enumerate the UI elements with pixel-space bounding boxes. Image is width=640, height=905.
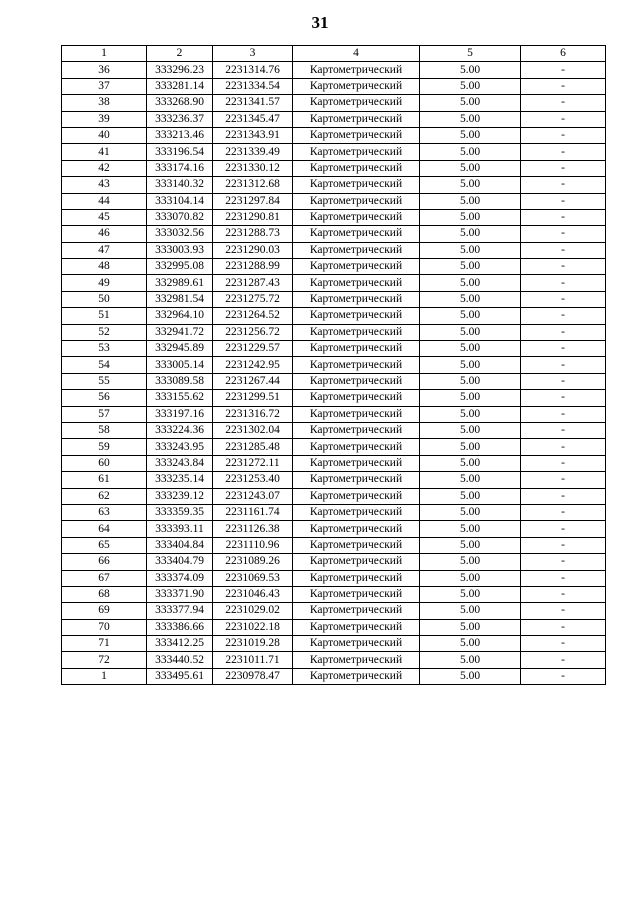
- cell-point-number: 50: [62, 291, 147, 307]
- cell-note: -: [521, 537, 606, 553]
- cell-method: Картометрический: [293, 554, 420, 570]
- cell-y-coordinate: 2231288.73: [213, 226, 293, 242]
- table-row: [62, 537, 606, 553]
- cell-y-coordinate: 2231029.02: [213, 603, 293, 619]
- cell-method: Картометрический: [293, 259, 420, 275]
- cell-note: -: [521, 144, 606, 160]
- cell-note: -: [521, 242, 606, 258]
- cell-x-coordinate: 333374.09: [147, 570, 213, 586]
- cell-point-number: 65: [62, 537, 147, 553]
- table-row: [62, 488, 606, 504]
- cell-x-coordinate: 333296.23: [147, 62, 213, 78]
- cell-accuracy: 5.00: [420, 209, 521, 225]
- table-row: [62, 95, 606, 111]
- column-header: 6: [521, 46, 606, 62]
- cell-point-number: 39: [62, 111, 147, 127]
- cell-x-coordinate: 332989.61: [147, 275, 213, 291]
- cell-y-coordinate: 2231275.72: [213, 291, 293, 307]
- cell-x-coordinate: 333003.93: [147, 242, 213, 258]
- cell-method: Картометрический: [293, 341, 420, 357]
- cell-point-number: 69: [62, 603, 147, 619]
- cell-accuracy: 5.00: [420, 308, 521, 324]
- cell-method: Картометрический: [293, 78, 420, 94]
- cell-method: Картометрический: [293, 488, 420, 504]
- cell-y-coordinate: 2231161.74: [213, 504, 293, 520]
- cell-note: -: [521, 357, 606, 373]
- table-row: [62, 259, 606, 275]
- cell-accuracy: 5.00: [420, 242, 521, 258]
- cell-point-number: 59: [62, 439, 147, 455]
- cell-note: -: [521, 341, 606, 357]
- cell-note: -: [521, 455, 606, 471]
- cell-y-coordinate: 2231339.49: [213, 144, 293, 160]
- cell-method: Картометрический: [293, 62, 420, 78]
- column-header: 5: [420, 46, 521, 62]
- cell-accuracy: 5.00: [420, 390, 521, 406]
- cell-method: Картометрический: [293, 390, 420, 406]
- cell-accuracy: 5.00: [420, 144, 521, 160]
- cell-y-coordinate: 2231302.04: [213, 422, 293, 438]
- cell-accuracy: 5.00: [420, 95, 521, 111]
- table-row: [62, 357, 606, 373]
- cell-y-coordinate: 2231297.84: [213, 193, 293, 209]
- cell-method: Картометрический: [293, 537, 420, 553]
- cell-note: -: [521, 521, 606, 537]
- cell-y-coordinate: 2231256.72: [213, 324, 293, 340]
- cell-method: Картометрический: [293, 422, 420, 438]
- cell-point-number: 52: [62, 324, 147, 340]
- cell-x-coordinate: 333393.11: [147, 521, 213, 537]
- cell-note: -: [521, 308, 606, 324]
- cell-point-number: 58: [62, 422, 147, 438]
- cell-accuracy: 5.00: [420, 341, 521, 357]
- table-row: [62, 603, 606, 619]
- cell-x-coordinate: 332945.89: [147, 341, 213, 357]
- cell-x-coordinate: 333104.14: [147, 193, 213, 209]
- cell-point-number: 44: [62, 193, 147, 209]
- table-row: [62, 455, 606, 471]
- cell-x-coordinate: 333155.62: [147, 390, 213, 406]
- cell-note: -: [521, 193, 606, 209]
- cell-accuracy: 5.00: [420, 488, 521, 504]
- cell-note: -: [521, 275, 606, 291]
- cell-accuracy: 5.00: [420, 439, 521, 455]
- cell-y-coordinate: 2231290.81: [213, 209, 293, 225]
- table-row: [62, 242, 606, 258]
- cell-accuracy: 5.00: [420, 291, 521, 307]
- cell-x-coordinate: 332981.54: [147, 291, 213, 307]
- cell-x-coordinate: 333404.84: [147, 537, 213, 553]
- cell-point-number: 67: [62, 570, 147, 586]
- table-row: [62, 570, 606, 586]
- table-row: [62, 472, 606, 488]
- cell-x-coordinate: 333213.46: [147, 127, 213, 143]
- cell-note: -: [521, 226, 606, 242]
- table-row: [62, 62, 606, 78]
- cell-y-coordinate: 2231110.96: [213, 537, 293, 553]
- cell-x-coordinate: 333371.90: [147, 586, 213, 602]
- cell-y-coordinate: 2231253.40: [213, 472, 293, 488]
- cell-method: Картометрический: [293, 570, 420, 586]
- cell-method: Картометрический: [293, 521, 420, 537]
- cell-method: Картометрический: [293, 275, 420, 291]
- cell-x-coordinate: 333404.79: [147, 554, 213, 570]
- cell-method: Картометрический: [293, 177, 420, 193]
- cell-x-coordinate: 333440.52: [147, 652, 213, 668]
- cell-y-coordinate: 2231334.54: [213, 78, 293, 94]
- cell-accuracy: 5.00: [420, 193, 521, 209]
- cell-method: Картометрический: [293, 619, 420, 635]
- cell-note: -: [521, 652, 606, 668]
- table-row: [62, 144, 606, 160]
- cell-method: Картометрический: [293, 636, 420, 652]
- cell-note: -: [521, 111, 606, 127]
- cell-x-coordinate: 333196.54: [147, 144, 213, 160]
- cell-y-coordinate: 2231299.51: [213, 390, 293, 406]
- cell-accuracy: 5.00: [420, 472, 521, 488]
- cell-accuracy: 5.00: [420, 324, 521, 340]
- table-row: [62, 193, 606, 209]
- cell-method: Картометрический: [293, 439, 420, 455]
- cell-method: Картометрический: [293, 668, 420, 684]
- cell-method: Картометрический: [293, 144, 420, 160]
- cell-x-coordinate: 333386.66: [147, 619, 213, 635]
- cell-method: Картометрический: [293, 193, 420, 209]
- cell-accuracy: 5.00: [420, 259, 521, 275]
- cell-note: -: [521, 160, 606, 176]
- cell-y-coordinate: 2231316.72: [213, 406, 293, 422]
- cell-note: -: [521, 259, 606, 275]
- cell-point-number: 42: [62, 160, 147, 176]
- cell-accuracy: 5.00: [420, 570, 521, 586]
- cell-method: Картометрический: [293, 242, 420, 258]
- cell-y-coordinate: 2231243.07: [213, 488, 293, 504]
- cell-y-coordinate: 2231341.57: [213, 95, 293, 111]
- cell-accuracy: 5.00: [420, 373, 521, 389]
- cell-y-coordinate: 2231264.52: [213, 308, 293, 324]
- cell-note: -: [521, 406, 606, 422]
- column-header: 3: [213, 46, 293, 62]
- table-row: [62, 406, 606, 422]
- cell-y-coordinate: 2231287.43: [213, 275, 293, 291]
- cell-accuracy: 5.00: [420, 603, 521, 619]
- cell-x-coordinate: 333236.37: [147, 111, 213, 127]
- cell-point-number: 72: [62, 652, 147, 668]
- cell-x-coordinate: 333412.25: [147, 636, 213, 652]
- column-header: 1: [62, 46, 147, 62]
- cell-y-coordinate: 2231330.12: [213, 160, 293, 176]
- cell-x-coordinate: 333005.14: [147, 357, 213, 373]
- cell-note: -: [521, 209, 606, 225]
- cell-accuracy: 5.00: [420, 504, 521, 520]
- table-row: [62, 652, 606, 668]
- cell-accuracy: 5.00: [420, 668, 521, 684]
- cell-note: -: [521, 504, 606, 520]
- table-row: [62, 111, 606, 127]
- cell-y-coordinate: 2231089.26: [213, 554, 293, 570]
- cell-method: Картометрический: [293, 652, 420, 668]
- cell-y-coordinate: 2231011.71: [213, 652, 293, 668]
- cell-y-coordinate: 2231022.18: [213, 619, 293, 635]
- cell-x-coordinate: 333243.84: [147, 455, 213, 471]
- cell-point-number: 61: [62, 472, 147, 488]
- page-number: 31: [311, 13, 329, 32]
- cell-accuracy: 5.00: [420, 78, 521, 94]
- cell-x-coordinate: 333089.58: [147, 373, 213, 389]
- cell-method: Картометрический: [293, 586, 420, 602]
- cell-point-number: 63: [62, 504, 147, 520]
- cell-note: -: [521, 472, 606, 488]
- cell-accuracy: 5.00: [420, 406, 521, 422]
- cell-point-number: 57: [62, 406, 147, 422]
- table-row: [62, 373, 606, 389]
- cell-accuracy: 5.00: [420, 160, 521, 176]
- cell-y-coordinate: 2231046.43: [213, 586, 293, 602]
- cell-accuracy: 5.00: [420, 652, 521, 668]
- table-row: [62, 177, 606, 193]
- cell-accuracy: 5.00: [420, 554, 521, 570]
- cell-method: Картометрический: [293, 127, 420, 143]
- cell-method: Картометрический: [293, 160, 420, 176]
- cell-method: Картометрический: [293, 357, 420, 373]
- cell-x-coordinate: 333495.61: [147, 668, 213, 684]
- cell-method: Картометрический: [293, 472, 420, 488]
- cell-point-number: 46: [62, 226, 147, 242]
- table-row: [62, 209, 606, 225]
- cell-y-coordinate: 2230978.47: [213, 668, 293, 684]
- cell-y-coordinate: 2231345.47: [213, 111, 293, 127]
- table-row: [62, 341, 606, 357]
- cell-x-coordinate: 333377.94: [147, 603, 213, 619]
- cell-method: Картометрический: [293, 291, 420, 307]
- cell-point-number: 38: [62, 95, 147, 111]
- cell-method: Картометрический: [293, 226, 420, 242]
- cell-point-number: 70: [62, 619, 147, 635]
- cell-method: Картометрический: [293, 406, 420, 422]
- cell-point-number: 37: [62, 78, 147, 94]
- cell-point-number: 64: [62, 521, 147, 537]
- cell-x-coordinate: 333359.35: [147, 504, 213, 520]
- cell-method: Картометрический: [293, 603, 420, 619]
- cell-accuracy: 5.00: [420, 455, 521, 471]
- cell-point-number: 48: [62, 259, 147, 275]
- cell-note: -: [521, 439, 606, 455]
- cell-accuracy: 5.00: [420, 537, 521, 553]
- table-row: [62, 439, 606, 455]
- table-row: [62, 291, 606, 307]
- cell-x-coordinate: 333032.56: [147, 226, 213, 242]
- table-row: [62, 422, 606, 438]
- cell-x-coordinate: 333239.12: [147, 488, 213, 504]
- cell-note: -: [521, 570, 606, 586]
- cell-note: -: [521, 78, 606, 94]
- cell-point-number: 41: [62, 144, 147, 160]
- cell-y-coordinate: 2231288.99: [213, 259, 293, 275]
- table-row: [62, 78, 606, 94]
- cell-method: Картометрический: [293, 373, 420, 389]
- cell-note: -: [521, 668, 606, 684]
- table-row: [62, 308, 606, 324]
- cell-point-number: 49: [62, 275, 147, 291]
- cell-point-number: 71: [62, 636, 147, 652]
- cell-note: -: [521, 603, 606, 619]
- table-row: [62, 275, 606, 291]
- cell-accuracy: 5.00: [420, 636, 521, 652]
- table-row: [62, 586, 606, 602]
- cell-y-coordinate: 2231126.38: [213, 521, 293, 537]
- cell-method: Картометрический: [293, 324, 420, 340]
- cell-note: -: [521, 636, 606, 652]
- table-row: [62, 160, 606, 176]
- cell-note: -: [521, 422, 606, 438]
- cell-method: Картометрический: [293, 95, 420, 111]
- cell-y-coordinate: 2231312.68: [213, 177, 293, 193]
- cell-y-coordinate: 2231285.48: [213, 439, 293, 455]
- cell-x-coordinate: 333197.16: [147, 406, 213, 422]
- cell-y-coordinate: 2231272.11: [213, 455, 293, 471]
- cell-point-number: 55: [62, 373, 147, 389]
- table-row: [62, 390, 606, 406]
- table-row: [62, 226, 606, 242]
- cell-note: -: [521, 291, 606, 307]
- cell-accuracy: 5.00: [420, 275, 521, 291]
- cell-method: Картометрический: [293, 308, 420, 324]
- table-row: [62, 619, 606, 635]
- table-row: [62, 127, 606, 143]
- cell-accuracy: 5.00: [420, 127, 521, 143]
- cell-accuracy: 5.00: [420, 619, 521, 635]
- cell-note: -: [521, 488, 606, 504]
- cell-note: -: [521, 95, 606, 111]
- cell-method: Картометрический: [293, 209, 420, 225]
- cell-method: Картометрический: [293, 455, 420, 471]
- cell-y-coordinate: 2231290.03: [213, 242, 293, 258]
- cell-accuracy: 5.00: [420, 111, 521, 127]
- table-row: [62, 668, 606, 684]
- cell-note: -: [521, 62, 606, 78]
- cell-x-coordinate: 333235.14: [147, 472, 213, 488]
- cell-note: -: [521, 177, 606, 193]
- column-header: 4: [293, 46, 420, 62]
- cell-y-coordinate: 2231267.44: [213, 373, 293, 389]
- cell-note: -: [521, 619, 606, 635]
- cell-point-number: 1: [62, 668, 147, 684]
- cell-accuracy: 5.00: [420, 586, 521, 602]
- cell-x-coordinate: 333243.95: [147, 439, 213, 455]
- cell-y-coordinate: 2231242.95: [213, 357, 293, 373]
- cell-point-number: 45: [62, 209, 147, 225]
- cell-point-number: 68: [62, 586, 147, 602]
- table-row: [62, 504, 606, 520]
- cell-point-number: 53: [62, 341, 147, 357]
- cell-x-coordinate: 332941.72: [147, 324, 213, 340]
- cell-accuracy: 5.00: [420, 177, 521, 193]
- cell-note: -: [521, 390, 606, 406]
- cell-x-coordinate: 333070.82: [147, 209, 213, 225]
- cell-method: Картометрический: [293, 504, 420, 520]
- cell-method: Картометрический: [293, 111, 420, 127]
- cell-y-coordinate: 2231343.91: [213, 127, 293, 143]
- cell-x-coordinate: 333174.16: [147, 160, 213, 176]
- cell-x-coordinate: 332995.08: [147, 259, 213, 275]
- cell-point-number: 43: [62, 177, 147, 193]
- table-row: [62, 554, 606, 570]
- cell-accuracy: 5.00: [420, 226, 521, 242]
- cell-note: -: [521, 554, 606, 570]
- cell-point-number: 54: [62, 357, 147, 373]
- cell-y-coordinate: 2231069.53: [213, 570, 293, 586]
- cell-point-number: 56: [62, 390, 147, 406]
- cell-x-coordinate: 333140.32: [147, 177, 213, 193]
- table-body: [62, 46, 606, 685]
- cell-point-number: 66: [62, 554, 147, 570]
- cell-note: -: [521, 373, 606, 389]
- cell-accuracy: 5.00: [420, 357, 521, 373]
- cell-point-number: 51: [62, 308, 147, 324]
- cell-x-coordinate: 333224.36: [147, 422, 213, 438]
- column-header: 2: [147, 46, 213, 62]
- cell-point-number: 47: [62, 242, 147, 258]
- cell-accuracy: 5.00: [420, 521, 521, 537]
- cell-point-number: 60: [62, 455, 147, 471]
- cell-note: -: [521, 586, 606, 602]
- cell-y-coordinate: 2231314.76: [213, 62, 293, 78]
- cell-point-number: 36: [62, 62, 147, 78]
- table-row: [62, 324, 606, 340]
- coordinates-table: [61, 45, 606, 685]
- cell-x-coordinate: 333268.90: [147, 95, 213, 111]
- cell-y-coordinate: 2231019.28: [213, 636, 293, 652]
- cell-note: -: [521, 127, 606, 143]
- table-row: [62, 521, 606, 537]
- cell-accuracy: 5.00: [420, 422, 521, 438]
- cell-point-number: 40: [62, 127, 147, 143]
- cell-x-coordinate: 333281.14: [147, 78, 213, 94]
- cell-x-coordinate: 332964.10: [147, 308, 213, 324]
- table-row: [62, 636, 606, 652]
- cell-y-coordinate: 2231229.57: [213, 341, 293, 357]
- table-header-row: [62, 46, 606, 62]
- cell-note: -: [521, 324, 606, 340]
- cell-accuracy: 5.00: [420, 62, 521, 78]
- cell-point-number: 62: [62, 488, 147, 504]
